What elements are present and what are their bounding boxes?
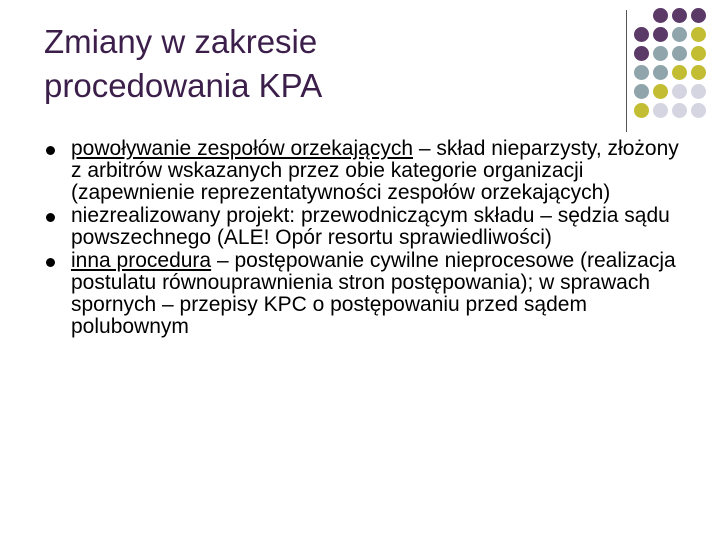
decorative-dot [653, 84, 668, 99]
decorative-dot [653, 8, 668, 23]
slide-title-line-2: procedowania KPA [44, 67, 323, 104]
slide-title [44, 20, 604, 108]
bullet-text: niezrealizowany projekt: przewodniczącym składu – sędzia sądu powszechnego (ALE! Opór resortu sprawiedliwości) [71, 204, 670, 249]
decorative-dot [653, 103, 668, 118]
slide-title-line-1: Zmiany w zakresie [44, 23, 318, 60]
decorative-dot [634, 84, 649, 99]
decorative-dot [634, 46, 649, 61]
decorative-dot [653, 65, 668, 80]
decorative-dot [672, 27, 687, 42]
decorative-dot [634, 27, 649, 42]
decorative-dot [691, 65, 706, 80]
decorative-dot [634, 65, 649, 80]
decorative-dot [672, 65, 687, 80]
decorative-dot [672, 8, 687, 23]
vertical-divider [626, 10, 627, 132]
decorative-dot [691, 84, 706, 99]
decorative-dot [672, 84, 687, 99]
bullet-icon [46, 258, 55, 267]
bullet-underlined-text: inna procedura [71, 249, 212, 272]
decorative-dot [691, 27, 706, 42]
bullet-icon [46, 146, 55, 155]
decorative-dot [653, 46, 668, 61]
bullet-text: – postępowanie cywilne nieprocesowe (realizacja postulatu równouprawnienia stron postępowania); w sprawach spornych – przepisy KPC o postępowaniu przed sądem polubownym [71, 249, 676, 338]
decorative-dot [653, 27, 668, 42]
list-item [44, 205, 684, 249]
bullet-text: – skład nieparzysty, złożony z arbitrów wskazanych przez obie kategorie organizacji (zapewnienie reprezentatywności zespołów orzekających) [71, 137, 679, 204]
list-item [44, 138, 684, 204]
decorative-dot [691, 103, 706, 118]
decorative-dot [691, 8, 706, 23]
bullet-list [44, 138, 684, 339]
bullet-icon [46, 213, 55, 222]
decorative-dot [634, 103, 649, 118]
decorative-dot [672, 46, 687, 61]
bullet-underlined-text: powoływanie zespołów orzekających [71, 137, 414, 160]
decorative-dot [691, 46, 706, 61]
list-item [44, 250, 684, 338]
decorative-dot [672, 103, 687, 118]
